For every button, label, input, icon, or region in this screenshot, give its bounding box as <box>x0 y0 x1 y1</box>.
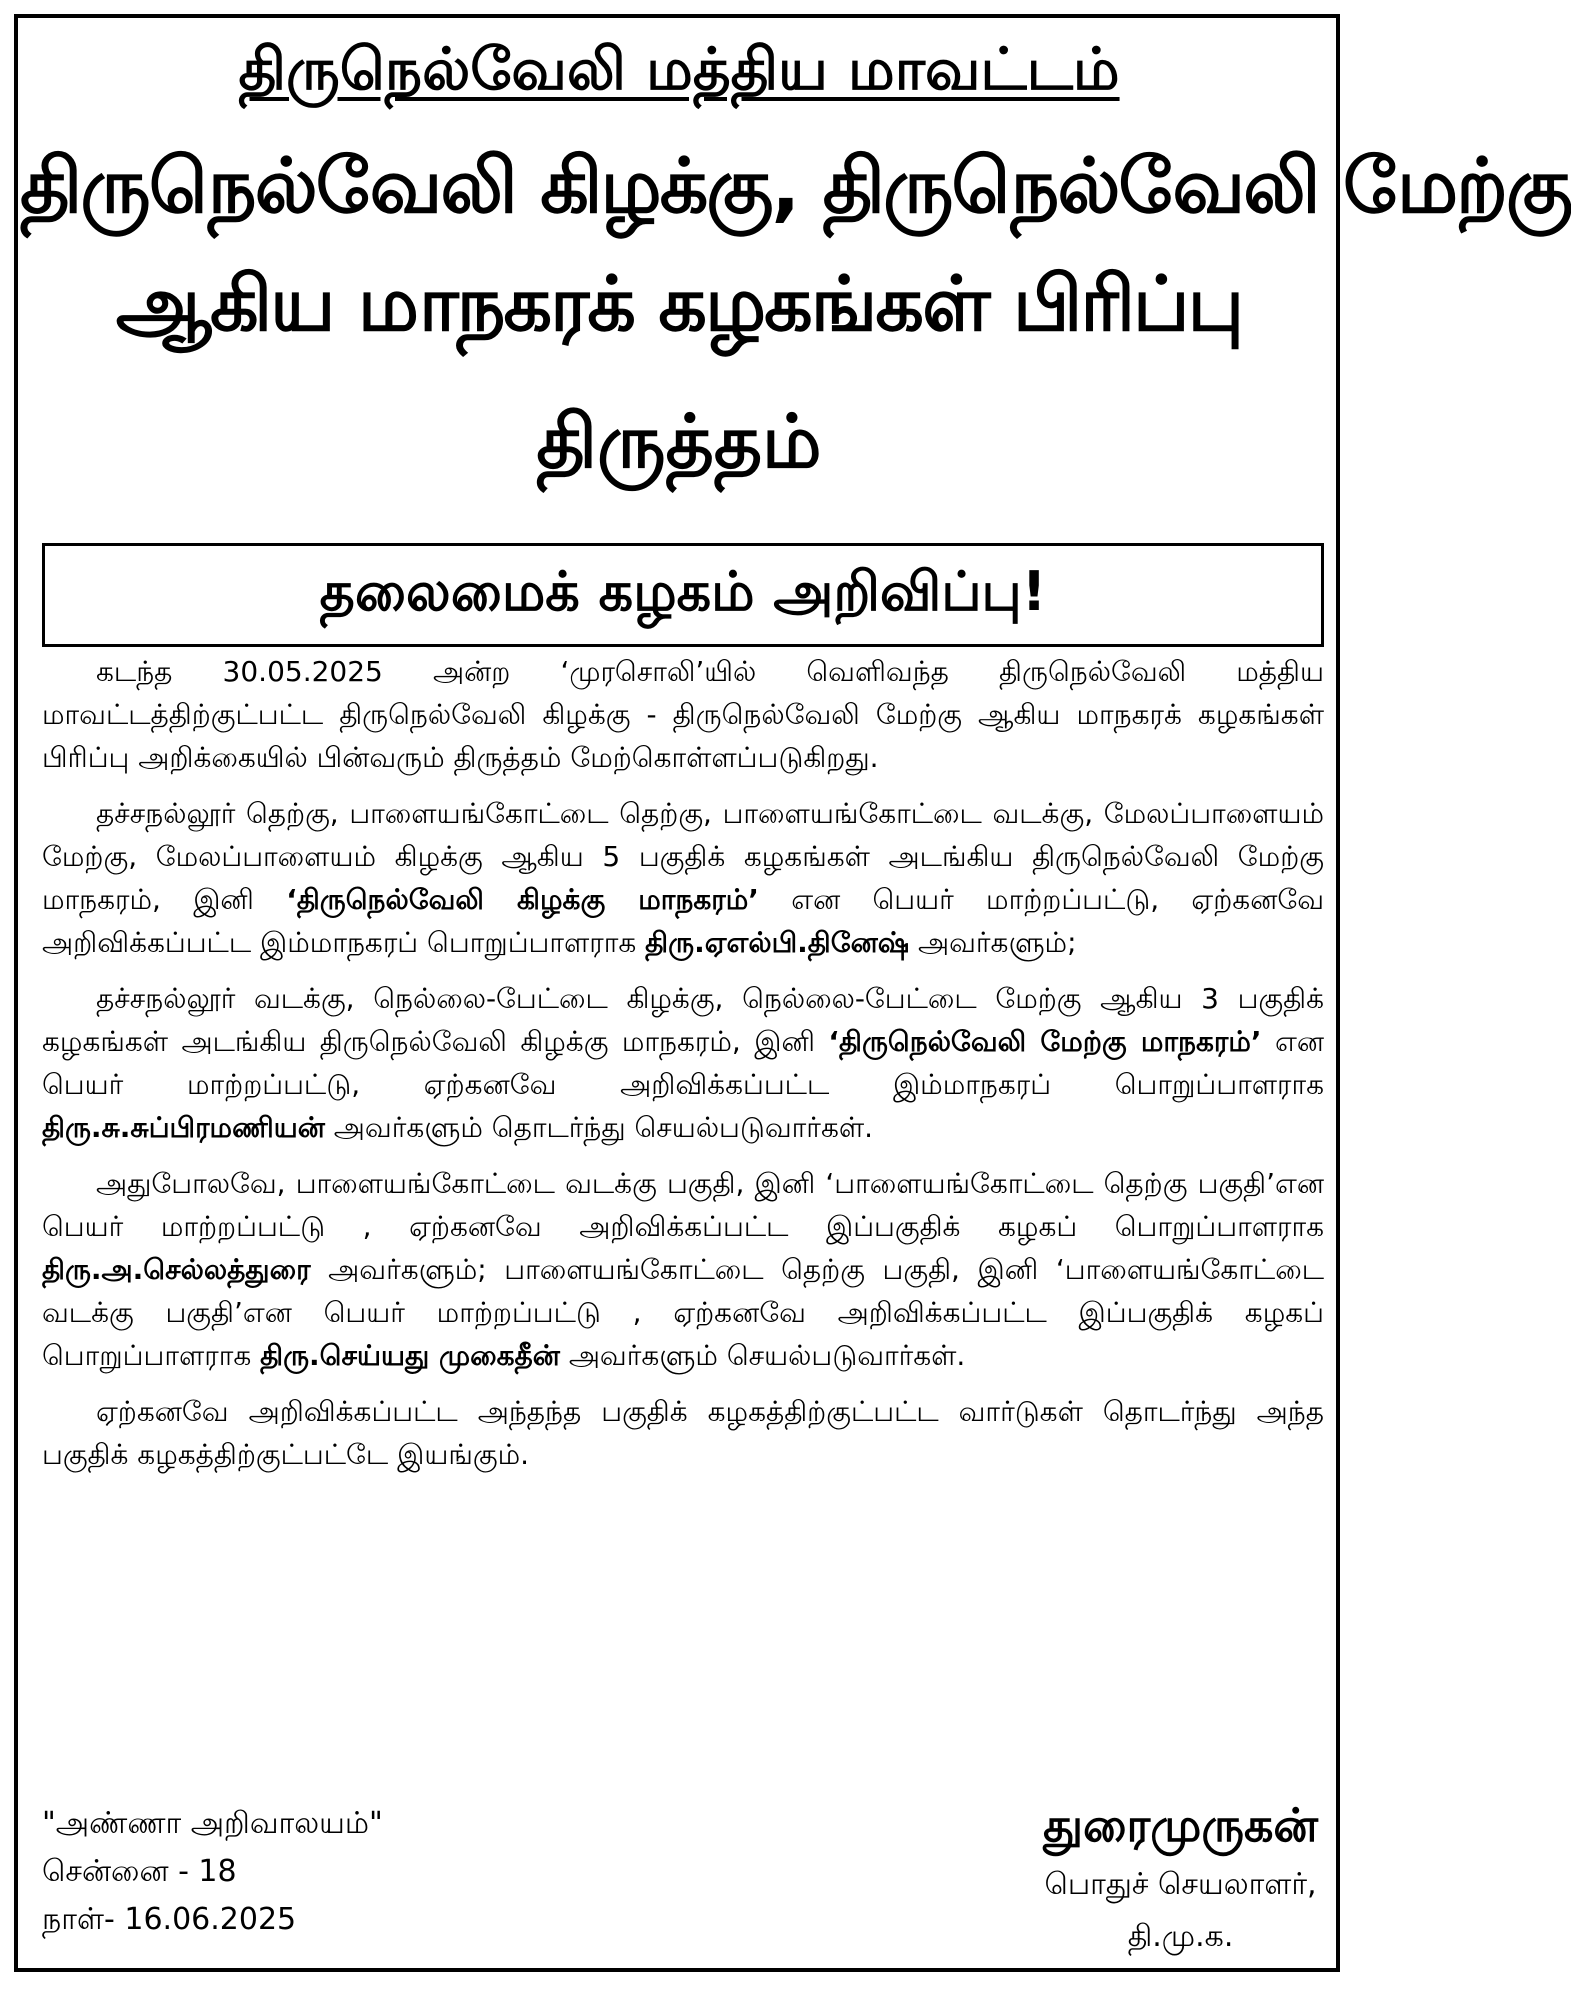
signatory-party: தி.மு.க. <box>1127 1919 1234 1954</box>
notice-title: தலைமைக் கழகம் அறிவிப்பு! <box>319 559 1047 623</box>
issue-place: "அண்ணா அறிவாலயம்" <box>42 1806 383 1841</box>
paragraph-2-text-e: அவர்களும்; <box>917 926 1077 959</box>
paragraph-1: கடந்த 30.05.2025 அன்ற ‘முரசொலி’யில் வெளிவந்த திருநெல்வேலி மத்திய மாவட்டத்திற்குட்பட்ட திருநெல்வேலி கிழக்கு - திருநெல்வேலி மேற்கு ஆகிய மாநகரக் கழகங்கள் பிரிப்பு அறிக்கையில் பின்வரும் திருத்தம் மேற்கொள்ளப்படுகிறது. <box>42 655 1324 774</box>
paragraph-2-text-c: என பெயர் மாற்றப்பட்டு, ஏற்கனவே அறிவிக்கப்பட்ட இம்மாநகரப் பொறுப்பாளராக <box>42 883 1325 959</box>
signatory-designation: பொதுச் செயலாளர், <box>1044 1867 1317 1902</box>
paragraph-4 <box>42 1162 1324 1377</box>
paragraph-4-person-1: திரு.அ.செல்லத்துரை <box>42 1253 311 1286</box>
title-line-2: ஆகிய மாநகரக் கழகங்கள் பிரிப்பு <box>115 259 1243 348</box>
paragraph-3 <box>42 977 1324 1149</box>
title-line-1: திருநெல்வேலி கிழக்கு, திருநெல்வேலி மேற்கு <box>20 141 1571 230</box>
paragraph-4-person-2: திரு.செய்யது முகைதீன் <box>260 1339 560 1372</box>
paragraph-4-text-c: அவர்களும்; பாளையங்கோட்டை தெற்கு பகுதி, இனி ‘பாளையங்கோட்டை வடக்கு பகுதி’என பெயர் மாற்றப்பட்டு , ஏற்கனவே அறிவிக்கப்பட்ட இப்பகுதிக் கழகப் பொறுப்பாளராக <box>42 1253 1325 1372</box>
paragraph-3-text-c: என பெயர் மாற்றப்பட்டு, ஏற்கனவே அறிவிக்கப்பட்ட இம்மாநகரப் பொறுப்பாளராக <box>42 1025 1324 1101</box>
paragraph-2-text-a: தச்சநல்லூர் தெற்கு, பாளையங்கோட்டை தெற்கு, பாளையங்கோட்டை வடக்கு, மேலப்பாளையம் மேற்கு, மேலப்பாளையம் கிழக்கு ஆகிய 5 பகுதிக் கழகங்கள் அடங்கிய திருநெல்வேலி மேற்கு மாநகரம், இனி <box>42 797 1324 916</box>
signatory-name: துரைமுருகன் <box>1043 1798 1318 1852</box>
issue-date: நாள்- 16.06.2025 <box>42 1902 297 1937</box>
notice-title-box <box>42 543 1324 647</box>
issue-city: சென்னை - 18 <box>42 1854 237 1889</box>
paragraph-3-person: திரு.சு.சுப்பிரமணியன் <box>42 1111 325 1144</box>
paragraph-2-new-name: ‘திருநெல்வேலி கிழக்கு மாநகரம்’ <box>286 883 759 916</box>
paragraph-2 <box>42 792 1324 964</box>
district-heading: திருநெல்வேலி மத்திய மாவட்டம் <box>238 35 1120 103</box>
signature-block <box>1043 1795 1318 1963</box>
paragraph-4-text-e: அவர்களும் செயல்படுவார்கள். <box>568 1339 966 1372</box>
paragraph-5: ஏற்கனவே அறிவிக்கப்பட்ட அந்தந்த பகுதிக் கழகத்திற்குட்பட்ட வார்டுகள் தொடர்ந்து அந்த பகுதிக் கழகத்திற்குட்பட்டே இயங்கும். <box>42 1395 1324 1471</box>
title-line-3: திருத்தம் <box>536 399 822 485</box>
paragraph-2-person: திரு.ஏஎல்பி.தினேஷ் <box>645 926 910 959</box>
paragraph-4-text-a: அதுபோலவே, பாளையங்கோட்டை வடக்கு பகுதி, இனி ‘பாளையங்கோட்டை தெற்கு பகுதி’என பெயர் மாற்றப்பட்டு , ஏற்கனவே அறிவிக்கப்பட்ட இப்பகுதிக் கழகப் பொறுப்பாளராக <box>42 1167 1324 1243</box>
paragraph-3-text-e: அவர்களும் தொடர்ந்து செயல்படுவார்கள். <box>333 1111 874 1144</box>
paragraph-3-new-name: ‘திருநெல்வேலி மேற்கு மாநகரம்’ <box>828 1025 1262 1058</box>
notice-body <box>42 650 1324 1489</box>
issue-details <box>42 1800 383 1944</box>
paragraph-3-text-a: தச்சநல்லூர் வடக்கு, நெல்லை-பேட்டை கிழக்கு, நெல்லை-பேட்டை மேற்கு ஆகிய 3 பகுதிக் கழகங்கள் அடங்கிய திருநெல்வேலி கிழக்கு மாநகரம், இனி <box>42 982 1324 1058</box>
